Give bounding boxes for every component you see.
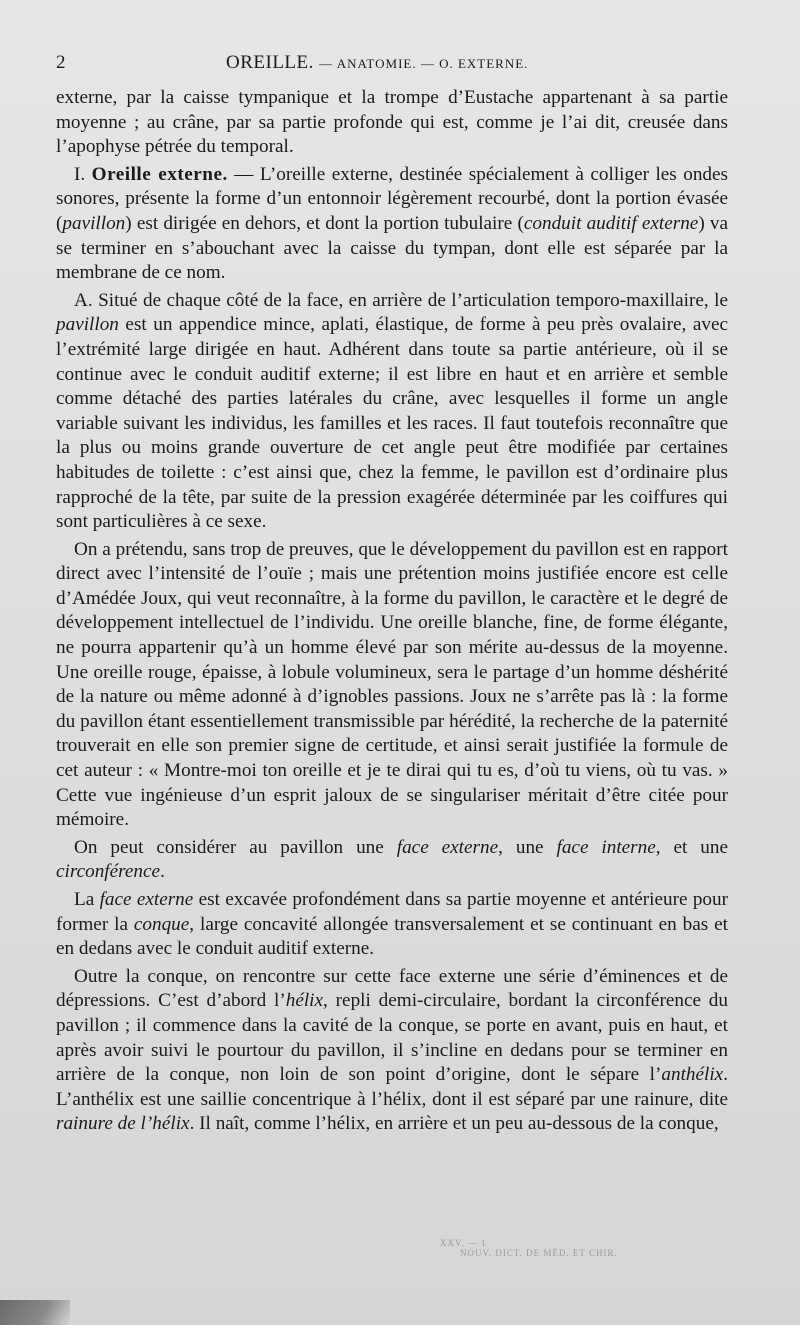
page-number: 2 [56, 52, 66, 73]
text-run: , et une [655, 836, 728, 858]
italic-term: face externe [396, 836, 499, 858]
paragraph [56, 965, 728, 1137]
paragraph [56, 86, 728, 160]
running-title-main: OREILLE. [226, 52, 314, 73]
footer-note: NOUV. DICT. DE MÉD. ET CHIR. [460, 1248, 618, 1258]
text-run: On a prétendu, sans trop de preuves, que le développement du pavillon est en rapport direct avec l’intensité de l’ouïe ; mais une prétention moins justifiée encore est celle d’Amédée Joux, qui veut reconnaître, à la forme du pavillon, le caractère et le degré de développement intellectuel de l’individu. Une oreille blanche, fine, de forme élégante, ne pourra appartenir qu’à un homme élevé par son mérite au-dessus de la moyenne. Une oreille rouge, épaisse, à lobule volumineux, sera le partage d’un homme déshérité de la nature ou même adonné à d’ignobles passions. Joux ne s’arrête pas là : la forme du pavillon étant essentiellement transmissible par hérédité, la recherche de la paternité trouverait en elle son premier signe de certitude, et ainsi serait justifiée la formule de cet auteur : « Montre-moi ton oreille et je te dirai qui tu es, d’où tu viens, où tu vas. » Cette vue ingénieuse d’un esprit jaloux de se singulariser méritait d’être citée pour mémoire. [56, 538, 728, 831]
body-text [56, 86, 728, 1140]
text-run: est excavée profondément dans sa partie moyenne et antérieure pour former la [56, 889, 728, 935]
paragraph [56, 163, 728, 286]
section-heading: Oreille externe. [91, 163, 228, 185]
text-run: est un appendice mince, aplati, élastique, de forme à peu près ovalaire, avec l’extrémité large dirigée en haut. Adhérent dans toute sa partie antérieure, où il se continue avec le conduit auditif externe; il est libre en haut et en arrière et semble comme détaché des parties latérales du crâne, avec lesquelles il forme un angle variable suivant les individus, les familles et les races. Il faut toutefois reconnaître que la plus ou moins grande ouverture de cet angle peut être modifiée par certaines habitudes de toilette : c’est ainsi que, chez la femme, le pavillon est d’ordinaire plus rapproché de la tête, par suite de la pression exagérée déterminée par les coiffures qui sont particulières à ce sexe. [56, 314, 728, 533]
paragraph [56, 289, 728, 535]
italic-term: conque [133, 913, 190, 935]
text-run: . [160, 861, 165, 883]
text-run: , large concavité allongée transversalement et se continuant en bas et en dedans avec le conduit auditif externe. [56, 913, 728, 960]
running-title [226, 52, 528, 74]
italic-term: conduit auditif externe [523, 212, 699, 234]
text-run: A. Situé de chaque côté de la face, en arrière de l’articulation temporo-maxillaire, le [74, 289, 728, 311]
text-run: La [74, 889, 100, 910]
italic-term: hélix [285, 990, 324, 1012]
italic-term: rainure de l’hélix [56, 1113, 190, 1135]
text-run: . L’anthélix est une saillie concentrique à l’hélix, dont il est séparé par une rainure, dite [56, 1064, 728, 1110]
signature-mark: XXV. — 1 [440, 1238, 487, 1248]
paragraph [56, 888, 728, 962]
italic-term: pavillon [62, 212, 126, 234]
paragraph [56, 538, 728, 833]
page-header [56, 52, 760, 82]
running-title-rest: — ANATOMIE. — O. EXTERNE. [319, 56, 529, 71]
text-run: externe, par la caisse tympanique et la trompe d’Eustache appartenant à sa partie moyenne ; au crâne, par sa partie profonde qui est, comme je l’ai dit, creusée dans l’apophyse pétrée du temporal. [56, 87, 728, 158]
italic-term: circonférence [56, 861, 161, 883]
paragraph [56, 836, 728, 885]
italic-term: face interne [556, 836, 656, 858]
text-run: ) est dirigée en dehors, et dont la portion tubulaire ( [125, 212, 524, 234]
text-run: — L’oreille externe, destinée spécialement à colliger les ondes sonores, présente la forme d’un entonnoir légèrement recourbé, dont la portion évasée ( [56, 163, 728, 234]
text-run: I. [74, 163, 92, 185]
italic-term: anthélix [661, 1064, 724, 1086]
text-run: , repli demi-circulaire, bordant la circonférence du pavillon ; il commence dans la cavité de la conque, se porte en avant, puis en haut, et après avoir suivi le pourtour du pavillon, il s’incline en dedans pour se terminer en arrière de la conque, non loin de son point d’origine, dont le sépare l’ [56, 990, 728, 1086]
text-run: On peut considérer au pavillon une [74, 836, 397, 858]
text-run: . Il naît, comme l’hélix, en arrière et un peu au-dessous de la conque, [189, 1113, 719, 1135]
text-run: Outre la conque, on rencontre sur cette face externe une série d’éminences et de dépressions. C’est d’abord l’ [56, 965, 728, 1012]
italic-term: pavillon [56, 314, 119, 336]
text-run: ) va se terminer en s’abouchant avec la caisse du tympan, dont elle est séparée par la membrane de ce nom. [56, 212, 728, 284]
italic-term: face externe [99, 889, 194, 910]
page-corner-shadow [0, 1300, 70, 1325]
text-run: , une [498, 836, 557, 858]
